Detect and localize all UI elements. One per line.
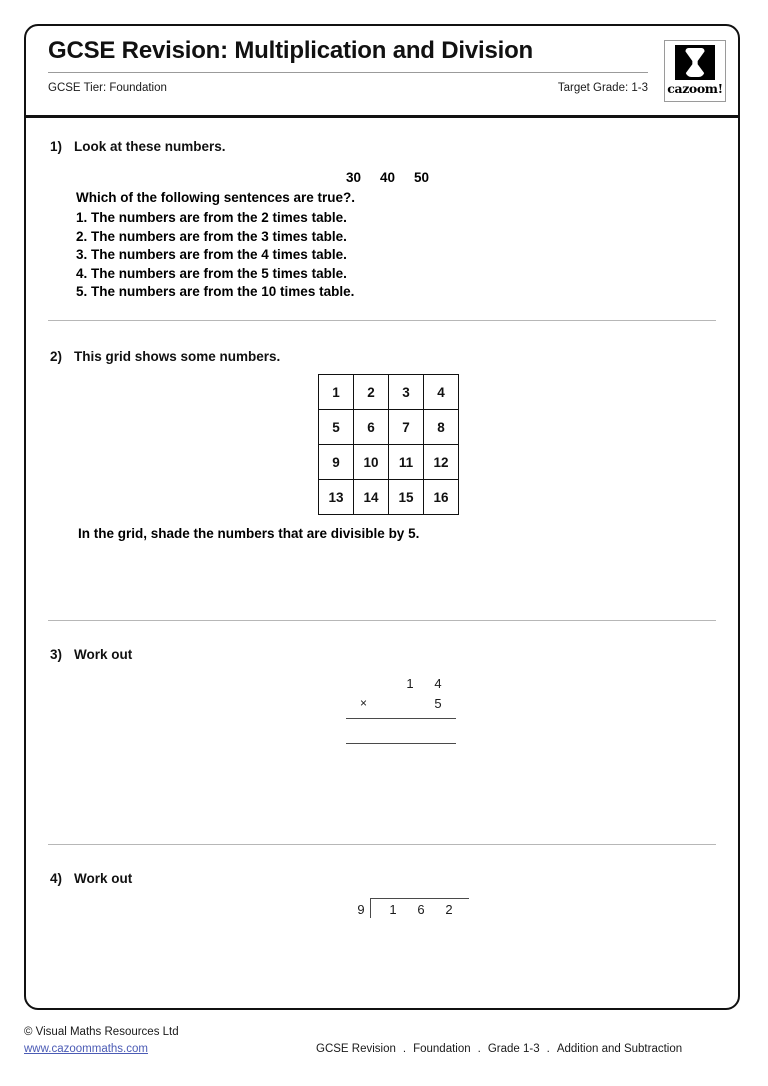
worksheet-body <box>26 118 738 1008</box>
cazoom-vase-icon <box>675 45 715 80</box>
table-row <box>319 410 459 445</box>
long-division <box>352 898 469 918</box>
multiplicand-digit: 4 <box>434 676 442 691</box>
table-row <box>319 445 459 480</box>
grid-cell[interactable]: 15 <box>389 480 424 515</box>
divider-after-question-2 <box>48 620 716 621</box>
grid-cell[interactable]: 10 <box>354 445 389 480</box>
logo-wordmark: cazoom! <box>667 81 723 96</box>
breadcrumb-separator: . <box>402 1043 407 1055</box>
divider-after-question-1 <box>48 320 716 321</box>
breadcrumb-item: Foundation <box>413 1043 471 1055</box>
dividend-digit: 6 <box>417 902 425 917</box>
question-1-prompt: Look at these numbers. <box>74 139 226 154</box>
grid-cell[interactable]: 8 <box>424 410 459 445</box>
multiplicand-row <box>346 676 456 696</box>
divisor: 9 <box>357 902 365 917</box>
website-link[interactable]: www.cazoommaths.com <box>24 1043 148 1055</box>
page-title: GCSE Revision: Multiplication and Division <box>48 37 533 64</box>
grid-cell[interactable]: 4 <box>424 375 459 410</box>
title-rule <box>48 72 648 73</box>
question-4-number: 4) <box>50 871 63 886</box>
header-meta-row <box>48 82 648 98</box>
question-1-heading <box>26 138 738 156</box>
header-text-block <box>48 36 648 98</box>
vertical-multiplication <box>346 676 456 744</box>
question-2-instruction: In the grid, shade the numbers that are divisible by 5. <box>78 526 420 541</box>
worksheet-header <box>26 26 738 118</box>
dividend-digit: 2 <box>445 902 453 917</box>
grid-cell[interactable]: 9 <box>319 445 354 480</box>
question-2-heading <box>26 348 738 366</box>
vase-shape <box>686 48 705 77</box>
question-1-numbers <box>346 170 448 185</box>
grid-cell[interactable]: 11 <box>389 445 424 480</box>
option-item: 2. The numbers are from the 3 times table. <box>76 228 347 244</box>
copyright-text: © Visual Maths Resources Ltd <box>24 1026 179 1038</box>
question-3-prompt: Work out <box>74 647 133 662</box>
worksheet-page <box>24 24 740 1010</box>
question-1-number: 1) <box>50 139 63 154</box>
answer-space[interactable] <box>346 719 456 741</box>
question-1 <box>26 138 738 308</box>
breadcrumb-item: Addition and Subtraction <box>556 1043 683 1055</box>
dividend-digit: 1 <box>389 902 397 917</box>
multiplier-digit: 5 <box>434 696 442 711</box>
option-item: 4. The numbers are from the 5 times table. <box>76 265 347 281</box>
grid-cell[interactable]: 6 <box>354 410 389 445</box>
grid-cell[interactable]: 13 <box>319 480 354 515</box>
grid-cell[interactable]: 5 <box>319 410 354 445</box>
breadcrumb-separator: . <box>477 1043 481 1055</box>
option-item: 5. The numbers are from the 10 times table. <box>76 284 355 300</box>
breadcrumb-item: GCSE Revision <box>316 1043 396 1055</box>
cazoom-logo <box>664 40 726 102</box>
question-3 <box>26 646 738 826</box>
breadcrumb-item: Grade 1-3 <box>487 1043 540 1055</box>
target-grade-label: Target Grade: 1-3 <box>557 82 648 94</box>
divider-after-question-3 <box>48 844 716 845</box>
question-2-number: 2) <box>50 349 63 364</box>
question-3-number: 3) <box>50 647 63 662</box>
multiplication-rule-bottom <box>346 743 456 744</box>
footer-left-block <box>24 1024 179 1058</box>
grid-cell[interactable]: 14 <box>354 480 389 515</box>
option-item: 3. The numbers are from the 4 times table. <box>76 247 347 263</box>
table-row <box>319 480 459 515</box>
grid-cell[interactable]: 16 <box>424 480 459 515</box>
grid-cell[interactable]: 2 <box>354 375 389 410</box>
grid-cell[interactable]: 1 <box>319 375 354 410</box>
tier-label: GCSE Tier: Foundation <box>48 82 167 94</box>
number-item: 50 <box>414 170 430 185</box>
breadcrumb-separator: . <box>546 1043 550 1055</box>
question-1-subprompt: Which of the following sentences are true?. <box>76 190 356 205</box>
question-2 <box>26 348 738 558</box>
grid-cell[interactable]: 12 <box>424 445 459 480</box>
page-footer <box>24 1024 744 1070</box>
question-4 <box>26 870 738 1020</box>
number-item: 30 <box>346 170 362 185</box>
number-grid <box>318 374 459 515</box>
multiply-operator: × <box>360 696 368 710</box>
multiplier-row <box>346 696 456 716</box>
option-item: 1. The numbers are from the 2 times table. <box>76 210 347 225</box>
question-3-heading <box>26 646 738 664</box>
number-item: 40 <box>380 170 396 185</box>
question-1-options <box>76 209 354 302</box>
question-4-heading <box>26 870 738 888</box>
breadcrumb <box>316 1043 682 1055</box>
grid-cell[interactable]: 7 <box>389 410 424 445</box>
question-4-prompt: Work out <box>74 871 133 886</box>
table-row <box>319 375 459 410</box>
division-bracket <box>370 898 469 918</box>
question-2-prompt: This grid shows some numbers. <box>74 349 281 364</box>
multiplicand-digit: 1 <box>406 676 414 691</box>
grid-cell[interactable]: 3 <box>389 375 424 410</box>
